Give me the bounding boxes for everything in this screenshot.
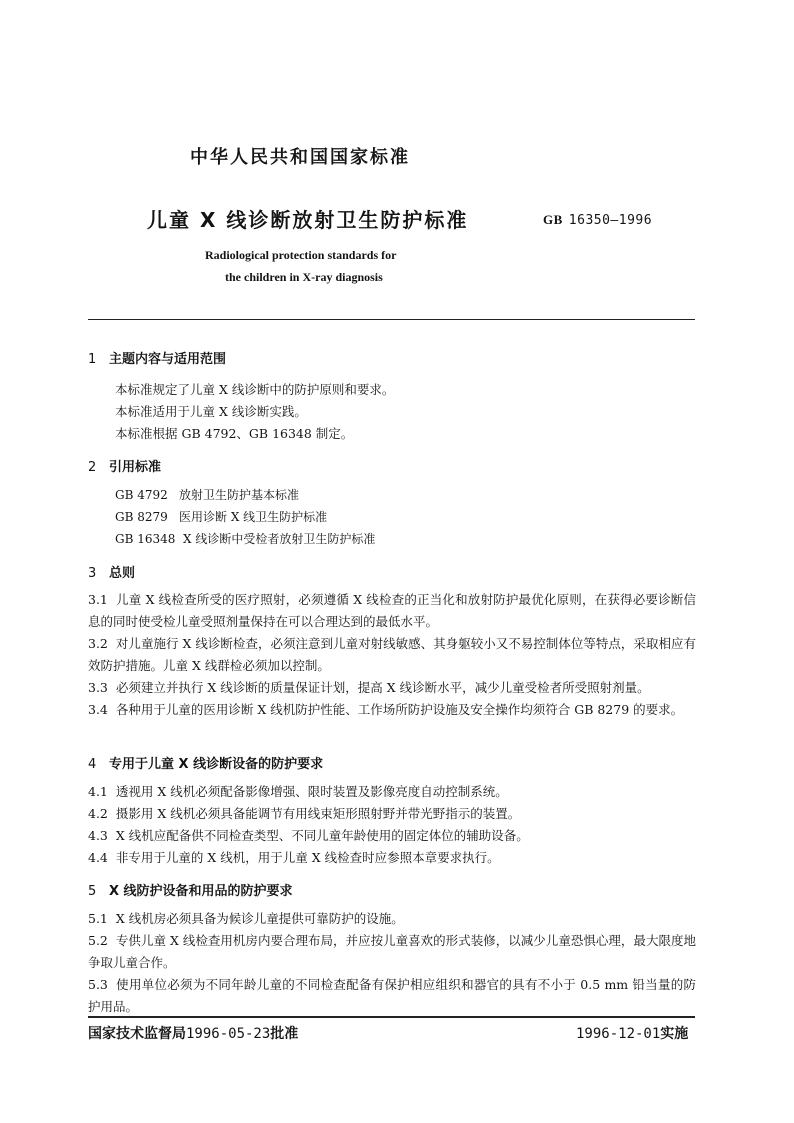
clause-text: X 线机房必须具备为候诊儿童提供可靠防护的设施。 [115,911,404,926]
clause-3-3 [88,677,696,699]
clause-text: 各种用于儿童的医用诊断 X 线机防护性能、工作场所防护设施及安全操作均须符合 GB 8279 的要求。 [115,702,684,717]
clause-number: 3.2 [88,636,108,651]
section-number: 4 [88,757,97,772]
effective-date: 1996-12-01 [576,1026,661,1042]
english-title-line-2: the children in X-ray diagnosis [225,270,383,284]
clause-number: 5.3 [88,977,108,992]
clause-5-1 [88,908,696,930]
document-title: 儿童 X 线诊断放射卫生防护标准 [147,208,469,232]
approval-footer [88,1023,298,1043]
section-3-heading [88,562,135,581]
section-title: 总则 [109,566,136,581]
clause-4-4 [88,847,696,869]
section-1-line: 本标准规定了儿童 X 线诊断中的防护原则和要求。 [115,382,395,397]
reference-name: 医用诊断 X 线卫生防护标准 [179,510,328,524]
reference-code: GB 16348 [115,532,176,546]
reference-item [115,508,327,525]
reference-name: 放射卫生防护基本标准 [179,488,300,502]
clause-text: 专供儿童 X 线检查用机房内要合理布局，并应按儿童喜欢的形式装修，以减少儿童恐惧心理，最大限度地争取儿童合作。 [88,933,696,970]
clause-4-2 [88,803,696,825]
clause-text: 儿童 X 线检查所受的医疗照射，必须遵循 X 线检查的正当化和放射防护最优化原则，在获得必要诊断信息的同时使受检儿童受照剂量保持在可以合理达到的最低水平。 [88,592,696,629]
section-number: 5 [88,884,97,899]
clause-number: 4.2 [88,806,108,821]
section-1-line: 本标准根据 GB 4792、GB 16348 制定。 [115,426,354,441]
clause-text: X 线机应配备供不同检查类型、不同儿童年龄使用的固定体位的辅助设备。 [115,828,529,843]
clause-4-3 [88,825,696,847]
clause-number: 4.3 [88,828,108,843]
clause-text: 摄影用 X 线机必须具备能调节有用线束矩形照射野并带光野指示的装置。 [115,806,521,821]
clause-text: 使用单位必须为不同年龄儿童的不同检查配备有保护相应组织和器官的具有不小于 0.5 mm 铅当量的防护用品。 [88,977,696,1014]
section-number: 1 [88,352,97,367]
reference-code: GB 8279 [115,510,168,524]
standard-code-prefix: GB [543,212,563,227]
clause-number: 5.2 [88,933,108,948]
clause-number: 3.3 [88,680,108,695]
reference-item [115,486,299,503]
section-number: 2 [88,460,97,475]
effective-label: 实施 [660,1026,689,1042]
effective-footer [576,1023,688,1043]
clause-3-4 [88,699,696,721]
clause-text: 非专用于儿童的 X 线机，用于儿童 X 线检查时应参照本章要求执行。 [115,850,500,865]
clause-text: 必须建立并执行 X 线诊断的质量保证计划，提高 X 线诊断水平，减少儿童受检者所受照射剂量。 [115,680,650,695]
standard-code-number: 16350—1996 [568,213,653,228]
reference-name: X 线诊断中受检者放射卫生防护标准 [183,532,376,546]
clause-number: 5.1 [88,911,108,926]
clause-3-2 [88,633,696,677]
section-5-heading [88,880,293,899]
clause-number: 3.1 [88,592,108,607]
section-number: 3 [88,566,97,581]
reference-item [115,530,375,547]
standard-code [543,212,652,228]
section-4-heading [88,753,323,772]
national-standard-heading: 中华人民共和国国家标准 [190,147,410,168]
clause-number: 4.4 [88,850,108,865]
clause-number: 4.1 [88,784,108,799]
section-2-heading [88,456,161,475]
header-divider [88,319,695,320]
clause-text: 对儿童施行 X 线诊断检查，必须注意到儿童对射线敏感、其身躯较小又不易控制体位等特点，采取相应有效防护措施。儿童 X 线群检必须加以控制。 [88,636,696,673]
clause-5-2 [88,930,696,974]
section-1-heading [88,348,226,367]
section-title: 专用于儿童 X 线诊断设备的防护要求 [109,757,324,772]
clause-4-1 [88,781,696,803]
footer-divider [88,1016,695,1018]
approval-label: 批准 [270,1026,299,1042]
section-1-line: 本标准适用于儿童 X 线诊断实践。 [115,404,307,419]
approval-date: 1996-05-23 [186,1026,271,1042]
clause-number: 3.4 [88,702,108,717]
approver: 国家技术监督局 [88,1026,186,1042]
section-title: 引用标准 [109,460,162,475]
clause-3-1 [88,589,696,633]
clause-5-3 [88,974,696,1018]
reference-code: GB 4792 [115,488,168,502]
section-title: 主题内容与适用范围 [109,352,227,367]
clause-text: 透视用 X 线机必须配备影像增强、限时装置及影像亮度自动控制系统。 [115,784,508,799]
section-title: X 线防护设备和用品的防护要求 [109,884,293,899]
english-title-line-1: Radiological protection standards for [205,248,397,262]
